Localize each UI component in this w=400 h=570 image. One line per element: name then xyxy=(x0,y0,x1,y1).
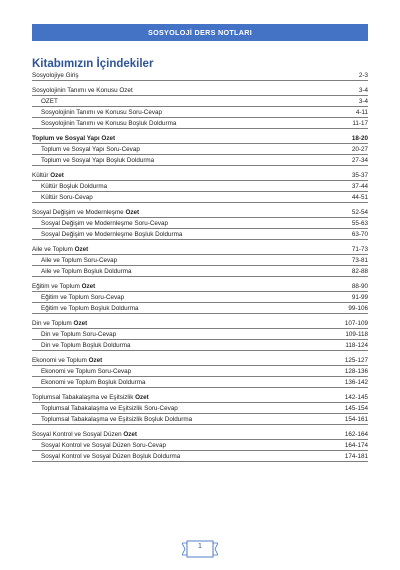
toc-entry-title: Aile ve Toplum Soru-Cevap xyxy=(41,257,118,264)
toc-entry-pages: 118-124 xyxy=(345,342,368,349)
toc-entry-title: Sosyolojinin Tanımı ve Konusu Özet xyxy=(32,87,133,94)
toc-entry-pages: 145-154 xyxy=(344,405,368,412)
toc-entry-pages: 52-54 xyxy=(351,209,368,216)
toc-entry-pages: 3-4 xyxy=(358,98,368,105)
toc-entry-title: Toplumsal Tabakalaşma ve Eşitsizlik Soru-Cevap xyxy=(41,405,178,412)
toc-entry-pages: 44-51 xyxy=(351,194,368,201)
toc-entry-title: Din ve Toplum Özet xyxy=(32,320,88,327)
toc-entry[interactable] xyxy=(32,318,368,329)
toc-entry-pages: 11-17 xyxy=(352,120,368,127)
toc-entry-title: Sosyal Kontrol ve Sosyal Düzen Soru-Cevap xyxy=(41,442,166,449)
toc-entry[interactable] xyxy=(32,403,368,414)
toc-entry-pages: 3-4 xyxy=(358,87,368,94)
toc-entry[interactable] xyxy=(32,70,368,81)
toc-entry[interactable] xyxy=(32,366,368,377)
toc-entry-pages: 63-70 xyxy=(351,231,368,238)
toc-entry-title: Sosyal Değişim ve Modernleşme Soru-Cevap xyxy=(41,220,169,227)
toc-entry[interactable] xyxy=(32,218,368,229)
toc-entry-title: Toplum ve Sosyal Yapı Boşluk Doldurma xyxy=(41,157,155,164)
toc-entry-title: Aile ve Toplum Özet xyxy=(32,246,89,253)
toc-entry-title: Sosyolojinin Tanımı ve Konusu Soru-Cevap xyxy=(41,109,162,116)
header-title: SOSYOLOJİ DERS NOTLARI xyxy=(147,28,253,37)
toc-entry-pages: 125-127 xyxy=(344,357,368,364)
toc-entry-pages: 162-164 xyxy=(344,431,368,438)
toc-entry[interactable] xyxy=(32,281,368,292)
toc-entry-pages: 55-63 xyxy=(351,220,368,227)
toc-entry[interactable] xyxy=(32,355,368,366)
toc-entry[interactable] xyxy=(32,229,368,240)
toc-entry-pages: 35-37 xyxy=(351,172,368,179)
toc-entry-title: Toplumsal Tabakalaşma ve Eşitsizlik Boşluk Doldurma xyxy=(41,416,193,423)
toc-entry-title: Toplum ve Sosyal Yapı Özet xyxy=(32,135,116,142)
toc-entry-pages: 73-81 xyxy=(351,257,368,264)
toc-entry-title: Sosyal Kontrol ve Sosyal Düzen Boşluk Doldurma xyxy=(41,453,181,460)
toc-entry-pages: 142-145 xyxy=(344,394,368,401)
toc-entry[interactable] xyxy=(32,96,368,107)
toc-entry-title: Ekonomi ve Toplum Soru-Cevap xyxy=(41,368,132,375)
toc-entry-title: Sosyal Değişim ve Modernleşme Boşluk Doldurma xyxy=(41,231,183,238)
toc-entry-pages: 107-109 xyxy=(344,320,368,327)
toc-entry-title: Sosyolojinin Tanımı ve Konusu Boşluk Doldurma xyxy=(41,120,177,127)
page-header xyxy=(32,24,368,41)
toc-entry-pages: 18-20 xyxy=(351,135,368,142)
toc-entry-title: Kültür Özet xyxy=(32,172,64,179)
toc-entry-pages: 71-73 xyxy=(351,246,368,253)
toc-entry-pages: 174-181 xyxy=(344,453,368,460)
toc-entry-title: Eğitim ve Toplum Özet xyxy=(32,283,96,290)
toc-entry-pages: 154-161 xyxy=(344,416,368,423)
toc-entry-title: Sosyal Değişim ve Modernleşme Özet xyxy=(32,209,140,216)
toc-entry[interactable] xyxy=(32,292,368,303)
toc-entry-pages: 82-88 xyxy=(351,268,368,275)
toc-entry[interactable] xyxy=(32,192,368,203)
toc-entry[interactable] xyxy=(32,451,368,462)
toc-entry-pages: 20-27 xyxy=(351,146,368,153)
toc-entry[interactable] xyxy=(32,340,368,351)
toc-entry-pages: 37-44 xyxy=(351,183,368,190)
toc-entry-title: Toplumsal Tabakalaşma ve Eşitsizlik Özet xyxy=(32,394,149,401)
toc-entry[interactable] xyxy=(32,392,368,403)
toc-entry-pages: 136-142 xyxy=(344,379,368,386)
toc-entry-pages: 99-106 xyxy=(348,305,368,312)
toc-entry-pages: 109-118 xyxy=(345,331,368,338)
toc-entry[interactable] xyxy=(32,85,368,96)
toc-entry[interactable] xyxy=(32,440,368,451)
toc-entry-title: Din ve Toplum Soru-Cevap xyxy=(41,331,117,338)
toc-entry[interactable] xyxy=(32,133,368,144)
toc-entry[interactable] xyxy=(32,244,368,255)
toc-entry-pages: 2-3 xyxy=(358,72,368,79)
toc-entry[interactable] xyxy=(32,414,368,425)
toc-entry[interactable] xyxy=(32,181,368,192)
toc-entry[interactable] xyxy=(32,170,368,181)
toc-entry-pages: 4-11 xyxy=(355,109,368,116)
toc-entry-title: Ekonomi ve Toplum Özet xyxy=(32,357,103,364)
toc-entry-pages: 27-34 xyxy=(351,157,368,164)
toc-entry[interactable] xyxy=(32,207,368,218)
toc-entry[interactable] xyxy=(32,377,368,388)
toc-entry-title: Sosyal Kontrol ve Sosyal Düzen Özet xyxy=(32,431,138,438)
toc-entry-title: Sosyolojiye Giriş xyxy=(32,72,79,79)
toc-entry-title: Kültür Soru-Cevap xyxy=(41,194,93,201)
toc-entry-title: Aile ve Toplum Boşluk Doldurma xyxy=(41,268,132,275)
toc-entry[interactable] xyxy=(32,118,368,129)
toc-entry-title: Din ve Toplum Boşluk Doldurma xyxy=(41,342,131,349)
page-number: 1 xyxy=(198,543,202,550)
toc-entry-title: Toplum ve Sosyal Yapı Soru-Cevap xyxy=(41,146,140,153)
toc-entry-pages: 164-174 xyxy=(344,442,368,449)
toc-entry[interactable] xyxy=(32,429,368,440)
page-number-box xyxy=(182,540,218,558)
toc-entry[interactable] xyxy=(32,144,368,155)
toc-entry-pages: 88-90 xyxy=(351,283,368,290)
toc-entry[interactable] xyxy=(32,329,368,340)
toc-entry[interactable] xyxy=(32,107,368,118)
toc-entry[interactable] xyxy=(32,303,368,314)
toc-entry-title: ÖZET xyxy=(41,98,58,105)
toc-entry[interactable] xyxy=(32,255,368,266)
toc-entry[interactable] xyxy=(32,155,368,166)
toc-entry-pages: 91-99 xyxy=(351,294,368,301)
toc-entry[interactable] xyxy=(32,266,368,277)
table-of-contents xyxy=(32,70,368,462)
toc-entry-pages: 128-136 xyxy=(344,368,368,375)
toc-title: Kitabımızın İçindekiler xyxy=(32,58,154,70)
toc-entry-title: Ekonomi ve Toplum Boşluk Doldurma xyxy=(41,379,146,386)
toc-entry-title: Eğitim ve Toplum Boşluk Doldurma xyxy=(41,305,139,312)
toc-entry-title: Eğitim ve Toplum Soru-Cevap xyxy=(41,294,125,301)
toc-entry-title: Kültür Boşluk Doldurma xyxy=(41,183,108,190)
